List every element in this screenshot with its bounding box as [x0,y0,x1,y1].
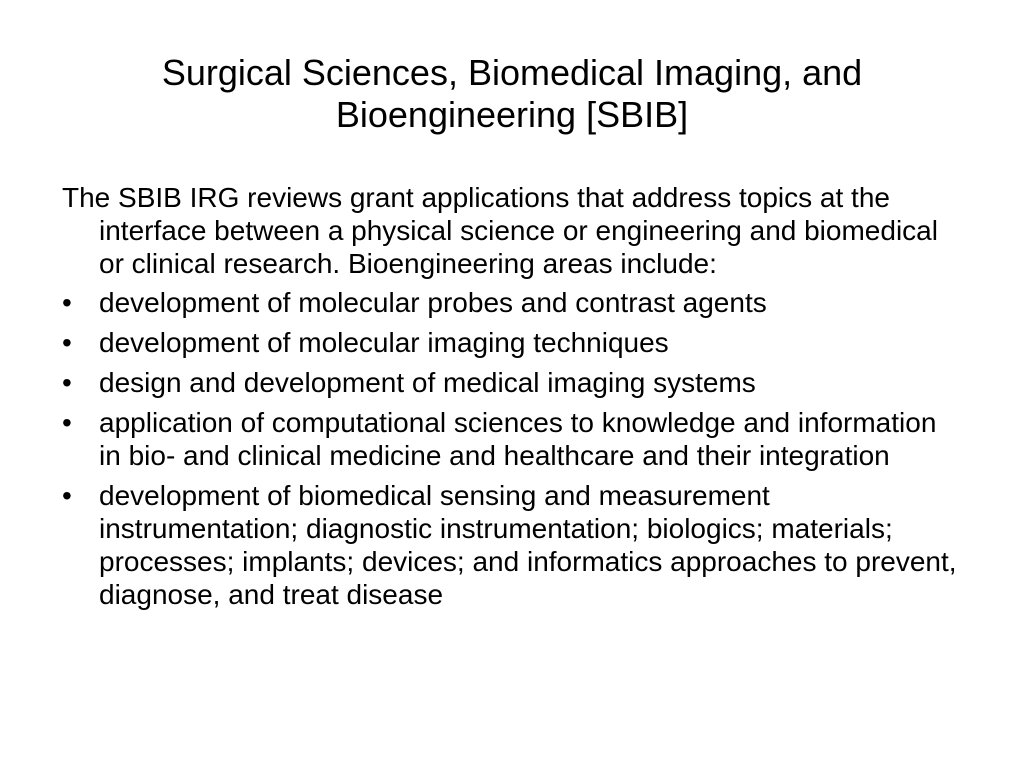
slide-title-line-2: Bioengineering [SBIB] [335,94,689,135]
bullet-item-5 [62,479,962,611]
bullet-icon: • [62,287,72,318]
slide-title-line-1: Surgical Sciences, Biomedical Imaging, and [161,52,863,93]
bullet-icon: • [62,407,72,438]
bullet-text-1: development of molecular probes and contrast agents [99,287,767,318]
bullet-text-3: design and development of medical imaging systems [99,367,756,398]
bullet-item-3 [62,366,962,399]
bullet-icon: • [62,480,72,511]
bullet-item-1 [62,286,962,319]
slide-title [60,52,964,136]
bullet-item-2 [62,326,962,359]
bullet-text-5: development of biomedical sensing and measurement instrumentation; diagnostic instrumentation; biologics; materials; processes; implants; devices; and informatics approaches to prevent, diagnose, and treat disease [99,480,957,610]
bullet-list [62,286,962,611]
intro-paragraph: The SBIB IRG reviews grant applications that address topics at the interface between a physical science or engineering and biomedical or clinical research. Bioengineering areas include: [62,182,938,279]
bullet-text-2: development of molecular imaging techniques [99,327,669,358]
bullet-text-4: application of computational sciences to knowledge and information in bio- and clinical medicine and healthcare and their integration [99,407,937,471]
bullet-icon: • [62,327,72,358]
slide-body [62,181,962,618]
bullet-item-4 [62,406,962,472]
bullet-icon: • [62,367,72,398]
